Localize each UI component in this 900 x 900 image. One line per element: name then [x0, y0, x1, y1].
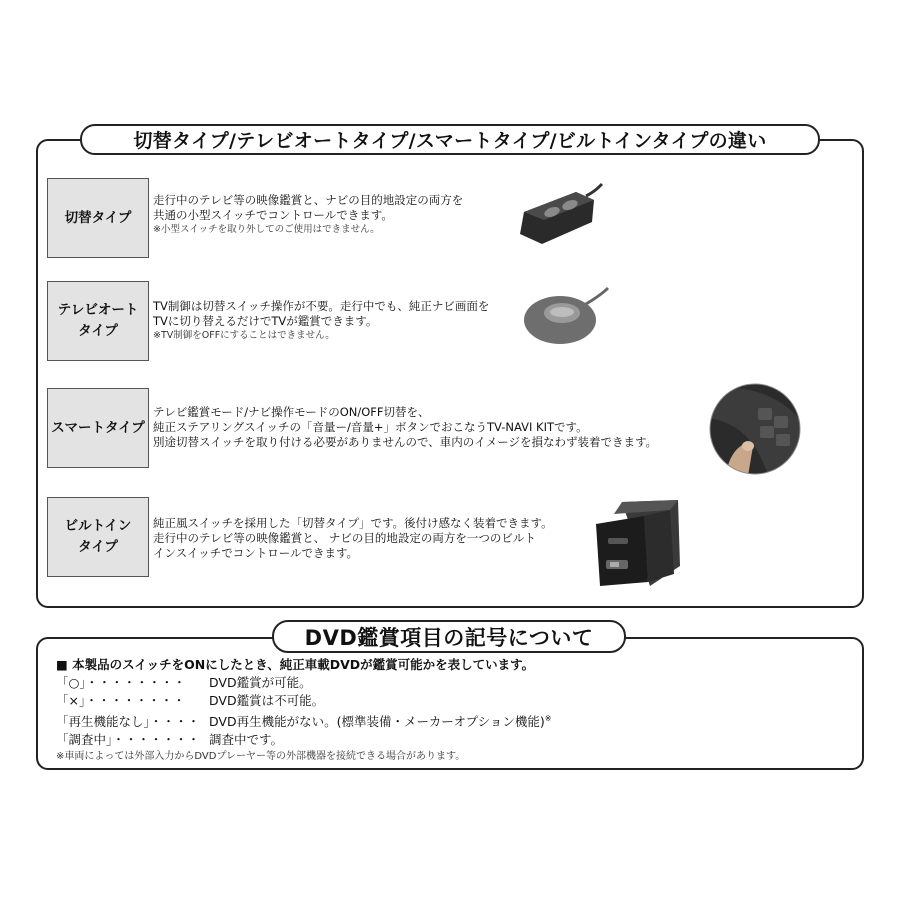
legend-code: 「調査中」・・・・・・・	[56, 732, 200, 748]
legend-text: 調査中です。	[209, 732, 284, 748]
description-line: 走行中のテレビ等の映像鑑賞と、 ナビの目的地設定の両方を一つのビルト	[153, 531, 536, 545]
type-description-builtin	[153, 516, 553, 561]
type-label-builtin	[47, 497, 149, 577]
type-label-line: ビルトイン	[64, 518, 132, 535]
legend-code: 「○」・・・・・・・・	[56, 675, 186, 690]
legend-row-no-playback	[56, 710, 551, 731]
legend-text: DVD再生機能がない。(標準装備・メーカーオプション機能)	[209, 714, 545, 730]
type-label-line: タイプ	[78, 539, 118, 555]
description-line: 共通の小型スイッチでコントロールできます。	[153, 208, 393, 222]
type-description-smart	[153, 405, 657, 450]
builtin-switch-icon	[592, 494, 688, 590]
round-switch-icon	[520, 282, 612, 348]
legend-text: DVD鑑賞は不可能。	[209, 693, 325, 708]
type-label-line: テレビオート	[57, 302, 139, 319]
dvd-symbols-title: DVD鑑賞項目の記号について	[272, 620, 626, 653]
description-note: ※小型スイッチを取り外してのご使用はできません。	[153, 224, 380, 235]
legend-footnote: ※車両によっては外部入力からDVDプレーヤー等の外部機器を接続できる場合があります。	[56, 751, 466, 763]
description-line: インスイッチでコントロールできます。	[153, 546, 359, 560]
legend-code: 「再生機能なし」・・・・	[56, 714, 200, 730]
types-comparison-title: 切替タイプ/テレビオートタイプ/スマートタイプ/ビルトインタイプの違い	[80, 124, 820, 155]
steering-switch-icon	[708, 382, 802, 476]
description-line: 走行中のテレビ等の映像鑑賞と、ナビの目的地設定の両方を	[153, 193, 464, 207]
type-description-kirikae	[153, 193, 463, 237]
dvd-symbols-legend	[56, 656, 551, 765]
type-label-smart	[47, 388, 149, 468]
description-line: 純正風スイッチを採用した「切替タイプ」です。後付け感なく装着できます。	[153, 516, 553, 530]
type-label-line: タイプ	[78, 323, 118, 339]
legend-code: 「×」・・・・・・・・	[56, 693, 186, 708]
legend-intro: ■ 本製品のスイッチをONにしたとき、純正車載DVDが鑑賞可能かを表しています。	[56, 657, 535, 672]
legend-row-available	[56, 674, 551, 692]
type-label-line: スマートタイプ	[51, 419, 145, 436]
description-line: 別途切替スイッチを取り付ける必要がありませんので、車内のイメージを損なわず装着できます。	[153, 435, 658, 449]
type-label-tv-auto	[47, 281, 149, 361]
description-line: テレビ鑑賞モード/ナビ操作モードのON/OFF切替を、	[153, 405, 430, 419]
description-line: 純正ステアリングスイッチの「音量ー/音量+」ボタンでおこなうTV-NAVI KITです。	[153, 420, 588, 434]
description-line: TVに切り替えるだけでTVが鑑賞できます。	[153, 314, 378, 328]
type-label-kirikae	[47, 178, 149, 258]
legend-row-unavailable	[56, 692, 551, 710]
dual-button-switch-icon	[512, 178, 608, 252]
description-note: ※TV制御をOFFにすることはできません。	[153, 330, 335, 341]
legend-note-mark: ※	[544, 714, 552, 723]
legend-row-investigating	[56, 731, 551, 749]
legend-text: DVD鑑賞が可能。	[209, 675, 312, 690]
type-description-tv-auto	[153, 299, 489, 343]
description-line: TV制御は切替スイッチ操作が不要。走行中でも、純正ナビ画面を	[153, 299, 490, 313]
type-label-line: 切替タイプ	[64, 209, 132, 226]
